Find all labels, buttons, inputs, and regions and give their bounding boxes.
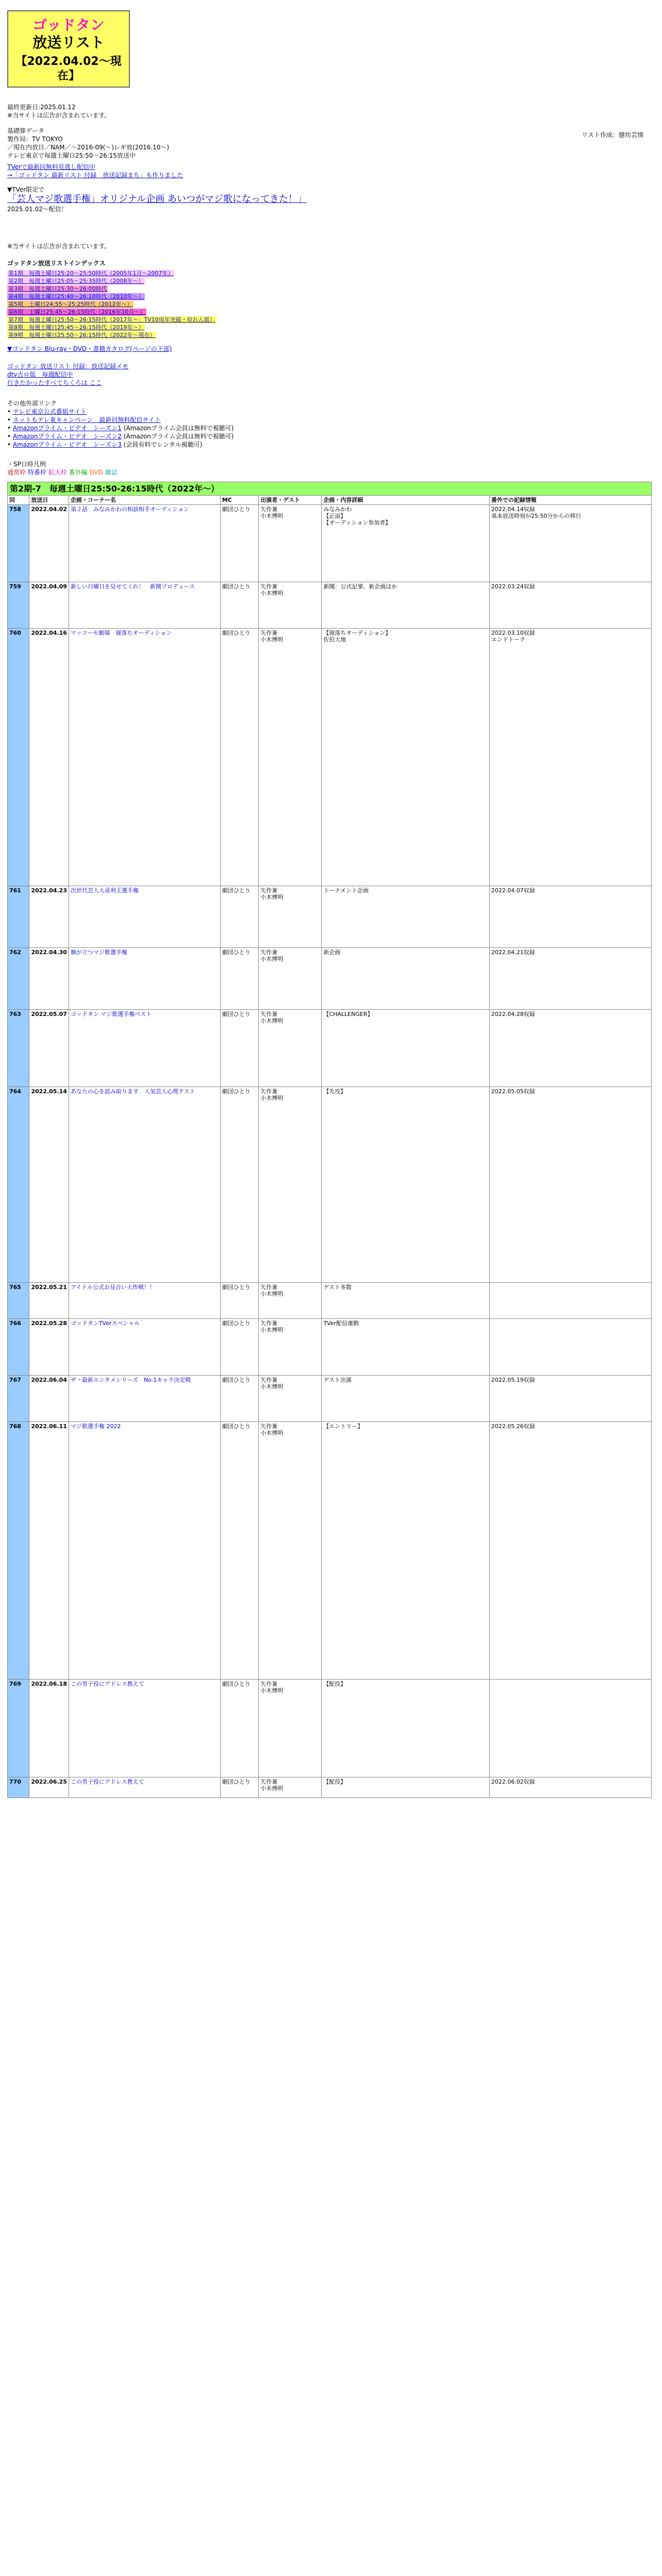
air-date: 2022.05.14: [29, 1087, 69, 1283]
episode-memo: 2022.05.05収録: [489, 1087, 651, 1283]
episode-memo: 2022.05.19収録: [489, 1376, 651, 1422]
episode-number: 769: [8, 1680, 29, 1777]
other-link-5[interactable]: Amazonプライム・ビデオ シーズン3: [12, 441, 122, 448]
other-link-1[interactable]: テレビ東京公式番組サイト: [12, 408, 87, 415]
cast-names: 矢作兼 小木博明: [259, 948, 322, 1010]
cast-names: 矢作兼 小木博明: [259, 886, 322, 948]
info-block: [7, 103, 655, 213]
table-row: [8, 886, 652, 948]
cast-names: 矢作兼 小木博明: [259, 505, 322, 582]
index-item-3[interactable]: 第3期 毎週土曜日25:30〜26:00時代: [8, 285, 107, 292]
episode-detail: 【エントリー】: [322, 1422, 489, 1680]
tver-note-link[interactable]: TVerで最新回無料見逃し配信中: [7, 163, 95, 171]
cast-names: 矢作兼 小木博明: [259, 1422, 322, 1680]
episode-number: 758: [8, 505, 29, 582]
other-link-note-5: (会員有料でレンタル視聴可): [123, 441, 203, 448]
index-item-6[interactable]: 第6期 土曜日25:45〜26:15時代（2016年10月〜）: [8, 309, 146, 315]
cast-names: 矢作兼 小木博明: [259, 1319, 322, 1376]
table-row: [8, 1283, 652, 1319]
other-links: その他外部リンク • テレビ東京公式番組サイト • ネットもテレ東キャンペーン 最新回無料配信サイト • Amazonプライム・ビデオ シーズン1 (Amazonプライム会員は無料で視聴可) • Amazonプライム・ビデオ シーズン2 (Amazonプライム会員は無料で視聴可) • Amazonプライム・ビデオ シーズン3 (会員有料でレンタル視聴可): [7, 399, 655, 449]
episode-title: ゴッドタン マジ歌選手権ベスト: [69, 1010, 220, 1087]
col-no: 回: [8, 496, 29, 505]
cast-names: 矢作兼 小木博明: [259, 582, 322, 629]
episode-title: ザ・最新エンタメシリーズ No.1キャラ決定戦: [69, 1376, 220, 1422]
episode-title: あなたの心を読み取ります 人気芸人心理テスト: [69, 1087, 220, 1283]
episode-memo: 2022.03.24収録: [489, 582, 651, 629]
episode-detail: 【配役】: [322, 1680, 489, 1777]
episode-title: アイドル公式お見合い大作戦！！: [69, 1283, 220, 1319]
mc-names: 劇団ひとり: [220, 886, 258, 948]
episode-number: 766: [8, 1319, 29, 1376]
mc-names: 劇団ひとり: [220, 948, 258, 1010]
airtime-1: ／現在内放日／NAM／〜2016-09(〜)レギ放(2016.10〜): [7, 144, 170, 151]
episode-number: 767: [8, 1376, 29, 1422]
tvplus-date: 2025.01.02〜配信！: [7, 206, 68, 213]
episode-detail: 【配役】: [322, 1777, 489, 1798]
airtime-2: テレビ東京で毎週土曜日25:50〜26:15放送中: [7, 152, 136, 159]
air-date: 2022.06.04: [29, 1376, 69, 1422]
col-title: 企画・コーナー名: [69, 496, 220, 505]
station: 製作局：TV TOKYO: [7, 135, 63, 143]
cast-names: 矢作兼 小木博明: [259, 1283, 322, 1319]
link-top[interactable]: 行きたかったすべてちくろは ここ: [7, 379, 102, 386]
list-link[interactable]: →「ゴッドタン 最新リスト 付録 放送記録まち」も作りました: [7, 172, 184, 179]
episode-detail: TVer配信連動: [322, 1319, 489, 1376]
episode-number: 764: [8, 1087, 29, 1283]
index-list: [7, 269, 655, 339]
legend-regular: 通常枠: [7, 469, 26, 476]
air-date: 2022.04.23: [29, 886, 69, 948]
episode-number: 763: [8, 1010, 29, 1087]
episode-detail: 新聞：公式記事、新企画ほか: [322, 582, 489, 629]
table-row: [8, 948, 652, 1010]
episode-detail: ゲスト出演: [322, 1376, 489, 1422]
link-dtv[interactable]: dtv吉ロ版 毎週配信中: [7, 371, 73, 378]
other-link-2[interactable]: ネットもテレ東キャンペーン 最新回無料配信サイト: [12, 416, 161, 423]
basic-label: 基礎算データ: [7, 127, 45, 134]
episode-title: 腕が立つマジ歌選手権: [69, 948, 220, 1010]
legend-title: ・SP日時凡例: [7, 461, 46, 468]
mc-names: 劇団ひとり: [220, 1010, 258, 1087]
cast-names: 矢作兼 小木博明: [259, 1777, 322, 1798]
episode-number: 761: [8, 886, 29, 948]
episode-title: この男子役にアドレス教えて: [69, 1680, 220, 1777]
air-date: 2022.06.11: [29, 1422, 69, 1680]
air-date: 2022.04.30: [29, 948, 69, 1010]
episode-title: 新しい日曜日を見せてくれ！ 新聞プロデュース: [69, 582, 220, 629]
episode-number: 770: [8, 1777, 29, 1798]
legend: [7, 460, 655, 477]
index-item-4[interactable]: 第4期 毎週土曜日25:40〜26:10時代（2010年〜）: [8, 293, 144, 300]
updated-date: 最終更新日:2025.01.12: [7, 104, 76, 111]
episode-detail: 新企画: [322, 948, 489, 1010]
other-link-4[interactable]: Amazonプライム・ビデオ シーズン2: [12, 433, 122, 440]
episode-memo: 2022.04.07収録: [489, 886, 651, 948]
ads-note-2: ※当サイトは広告が含まれています。: [7, 243, 111, 250]
tvplus-label: ▼TVer限定で: [7, 186, 45, 193]
mc-names: 劇団ひとり: [220, 629, 258, 886]
episode-title: この男子役にアドレス教えて: [69, 1777, 220, 1798]
episode-detail: 【寝落ちオーディション】 佐伯大地: [322, 629, 489, 886]
broadcast-table: [7, 482, 652, 1798]
index-item-8[interactable]: 第8期 毎週土曜日25:45〜26:15時代（2019年〜）: [8, 324, 144, 331]
episode-number: 765: [8, 1283, 29, 1319]
table-row: [8, 1010, 652, 1087]
table-row: [8, 1680, 652, 1777]
other-link-note-4: (Amazonプライム会員は無料で視聴可): [123, 433, 234, 440]
legend-dvd: DVD: [89, 469, 103, 476]
episode-number: 768: [8, 1422, 29, 1680]
site-header: [7, 10, 130, 88]
episode-memo: [489, 1283, 651, 1319]
episode-title: マッコーセ劇場 寝落ちオーディション: [69, 629, 220, 886]
legend-magazine: 雑誌: [105, 469, 118, 476]
air-date: 2022.06.25: [29, 1777, 69, 1798]
bluray-link[interactable]: ▼ゴッドタン Blu-ray・DVD・書籍カタログ(ページの下部): [7, 345, 172, 352]
mc-names: 劇団ひとり: [220, 1777, 258, 1798]
episode-detail: 【CHALLENGER】: [322, 1010, 489, 1087]
episode-memo: 2022.04.14収録 基本放送時刻が25:50分からの移行: [489, 505, 651, 582]
table-row: [8, 1777, 652, 1798]
table-row: [8, 1376, 652, 1422]
cast-names: 矢作兼 小木博明: [259, 1087, 322, 1283]
episode-number: 762: [8, 948, 29, 1010]
table-row: [8, 629, 652, 886]
index-title: ゴッドタン放送リストインデックス: [7, 260, 106, 267]
episode-title: マジ歌選手権 2022: [69, 1422, 220, 1680]
cast-names: 矢作兼 小木博明: [259, 1010, 322, 1087]
other-links-title: その他外部リンク: [7, 400, 57, 407]
legend-special: 特番枠: [27, 469, 46, 476]
cast-names: 矢作兼 小木博明: [259, 629, 322, 886]
mc-names: 劇団ひとり: [220, 1319, 258, 1376]
index-item-9[interactable]: 第9期 毎週土曜日25:50〜26:15時代（2022年〜現在）: [8, 332, 156, 338]
episode-number: 760: [8, 629, 29, 886]
air-date: 2022.04.09: [29, 582, 69, 629]
mc-names: 劇団ひとり: [220, 1283, 258, 1319]
episode-detail: トーナメント企画: [322, 886, 489, 948]
episode-memo: [489, 1319, 651, 1376]
link-memo[interactable]: ゴッドタン 放送リスト 付録：放送記録メモ: [7, 363, 129, 370]
table-row: [8, 505, 652, 582]
air-date: 2022.05.07: [29, 1010, 69, 1087]
header-period: 【2022.04.02〜現在】: [15, 55, 122, 82]
episode-memo: 2022.05.26収録: [489, 1422, 651, 1680]
tvplus-title-link[interactable]: 「芸人マジ歌選手権」オリジナル企画 あいつがマジ歌になってきた！」: [7, 194, 307, 205]
episode-memo: 2022.06.02収録: [489, 1777, 651, 1798]
episode-detail: ゲスト多数: [322, 1283, 489, 1319]
air-date: 2022.05.28: [29, 1319, 69, 1376]
cast-names: 矢作兼 小木博明: [259, 1376, 322, 1422]
author-credit: リスト作成：健坊芸情: [582, 131, 643, 139]
episode-title: ゴッドタンTVerスペシャル: [69, 1319, 220, 1376]
episode-memo: 2022.03.10収録 エンドトーク: [489, 629, 651, 886]
table-row: [8, 1087, 652, 1283]
ads-note: ※当サイトは広告が含まれています。: [7, 112, 111, 119]
legend-extended: 拡大枠: [48, 469, 67, 476]
episode-memo: [489, 1680, 651, 1777]
air-date: 2022.04.16: [29, 629, 69, 886]
air-date: 2022.06.18: [29, 1680, 69, 1777]
episode-detail: みなみかわ 【正面】 【オーディション参加者】: [322, 505, 489, 582]
index-item-2[interactable]: 第2期 毎週土曜日25:05〜25:35時代（2008年〜）: [8, 278, 144, 284]
col-cast: 出演者・ゲスト: [259, 496, 322, 505]
table-head: 第2期-7 毎週土曜日25:50-26:15時代（2022年〜）: [8, 482, 652, 496]
table-row: [8, 1319, 652, 1376]
episode-detail: 【先攻】: [322, 1087, 489, 1283]
table-col-header: [8, 496, 652, 505]
mc-names: 劇団ひとり: [220, 1680, 258, 1777]
header-title-1: ゴッドタン: [32, 16, 105, 33]
other-link-note-3: (Amazonプライム会員は無料で視聴可): [123, 425, 234, 432]
table-row: [8, 582, 652, 629]
mc-names: 劇団ひとり: [220, 505, 258, 582]
col-memo: 番外での記録情報: [489, 496, 651, 505]
mc-names: 劇団ひとり: [220, 1376, 258, 1422]
index-item-7[interactable]: 第7期 毎週土曜日25:50〜26:15時代（2017年〜：TV10周年突破・収れん版）: [8, 316, 216, 323]
col-detail: 企画・内容詳細: [322, 496, 489, 505]
col-mc: MC: [220, 496, 258, 505]
header-title-2: 放送リスト: [32, 34, 105, 51]
mc-names: 劇団ひとり: [220, 1422, 258, 1680]
air-date: 2022.05.21: [29, 1283, 69, 1319]
index-item-5[interactable]: 第5期 土曜日24:55〜25:25時代（2012年〜）: [8, 301, 133, 308]
mc-names: 劇団ひとり: [220, 582, 258, 629]
other-link-3[interactable]: Amazonプライム・ビデオ シーズン1: [12, 425, 122, 432]
episode-memo: 2022.04.28収録: [489, 1010, 651, 1087]
episode-number: 759: [8, 582, 29, 629]
col-date: 放送日: [29, 496, 69, 505]
table-row: [8, 1422, 652, 1680]
episode-title: 第２話 みなみかわの相談相手オーディション: [69, 505, 220, 582]
episode-title: 次世代芸人大喜利王選手権: [69, 886, 220, 948]
episode-memo: 2022.04.21収録: [489, 948, 651, 1010]
legend-extra: 番外編: [69, 469, 88, 476]
air-date: 2022.04.02: [29, 505, 69, 582]
index-item-1[interactable]: 第1期 毎週土曜日25:20〜25:50時代（2005年1月〜2007年）: [8, 270, 174, 277]
mc-names: 劇団ひとり: [220, 1087, 258, 1283]
cast-names: 矢作兼 小木博明: [259, 1680, 322, 1777]
links-block: [7, 362, 655, 387]
